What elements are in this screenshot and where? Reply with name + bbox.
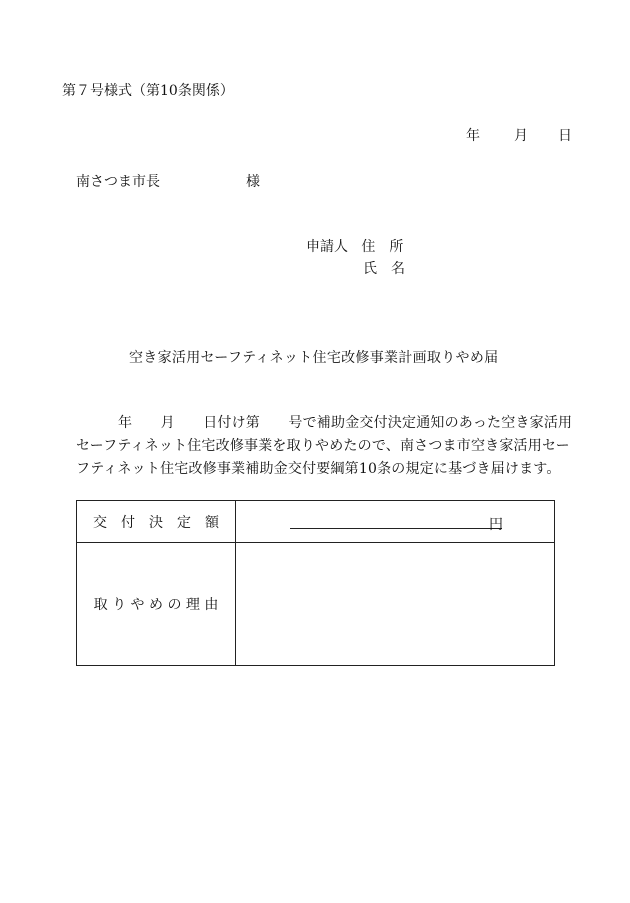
body-line: セーフティネット住宅改修事業を取りやめたので、南さつま市空き家活用セー <box>76 438 570 454</box>
name-label: 氏 名 <box>363 261 405 277</box>
address-label: 住 所 <box>361 239 404 255</box>
amount-unit: 円 <box>489 517 503 533</box>
body-line: フティネット住宅改修事業補助金交付要綱第10条の規定に基づき届けます。 <box>76 461 561 477</box>
amount-row <box>77 501 555 543</box>
date-day-label: 日 <box>558 128 572 144</box>
body-text <box>76 412 584 481</box>
reason-row <box>77 543 555 666</box>
addressee-honorific: 様 <box>246 174 260 190</box>
reason-value-cell[interactable] <box>236 543 555 666</box>
applicant-label: 申請人 <box>306 239 348 255</box>
body-line: 年 月 日付け第 号で補助金交付決定通知のあった空き家活用 <box>118 415 573 431</box>
date-month-label: 月 <box>514 128 528 144</box>
amount-underline <box>290 528 502 529</box>
date-year-label: 年 <box>466 128 480 144</box>
date-line <box>466 125 572 145</box>
document-title: 空き家活用セーフティネット住宅改修事業計画取りやめ届 <box>129 350 499 366</box>
amount-value-cell[interactable] <box>236 501 555 543</box>
applicant-block <box>306 236 405 280</box>
amount-label: 交 付 決 定 額 <box>77 501 236 543</box>
applicant-name-row <box>306 258 405 280</box>
reason-label: 取 り や め の 理 由 <box>77 543 236 666</box>
form-number: 第７号様式（第10条関係） <box>62 83 234 99</box>
addressee <box>76 171 260 191</box>
applicant-address-row <box>306 236 405 258</box>
addressee-name: 南さつま市長 <box>76 174 160 190</box>
detail-table <box>76 500 555 666</box>
